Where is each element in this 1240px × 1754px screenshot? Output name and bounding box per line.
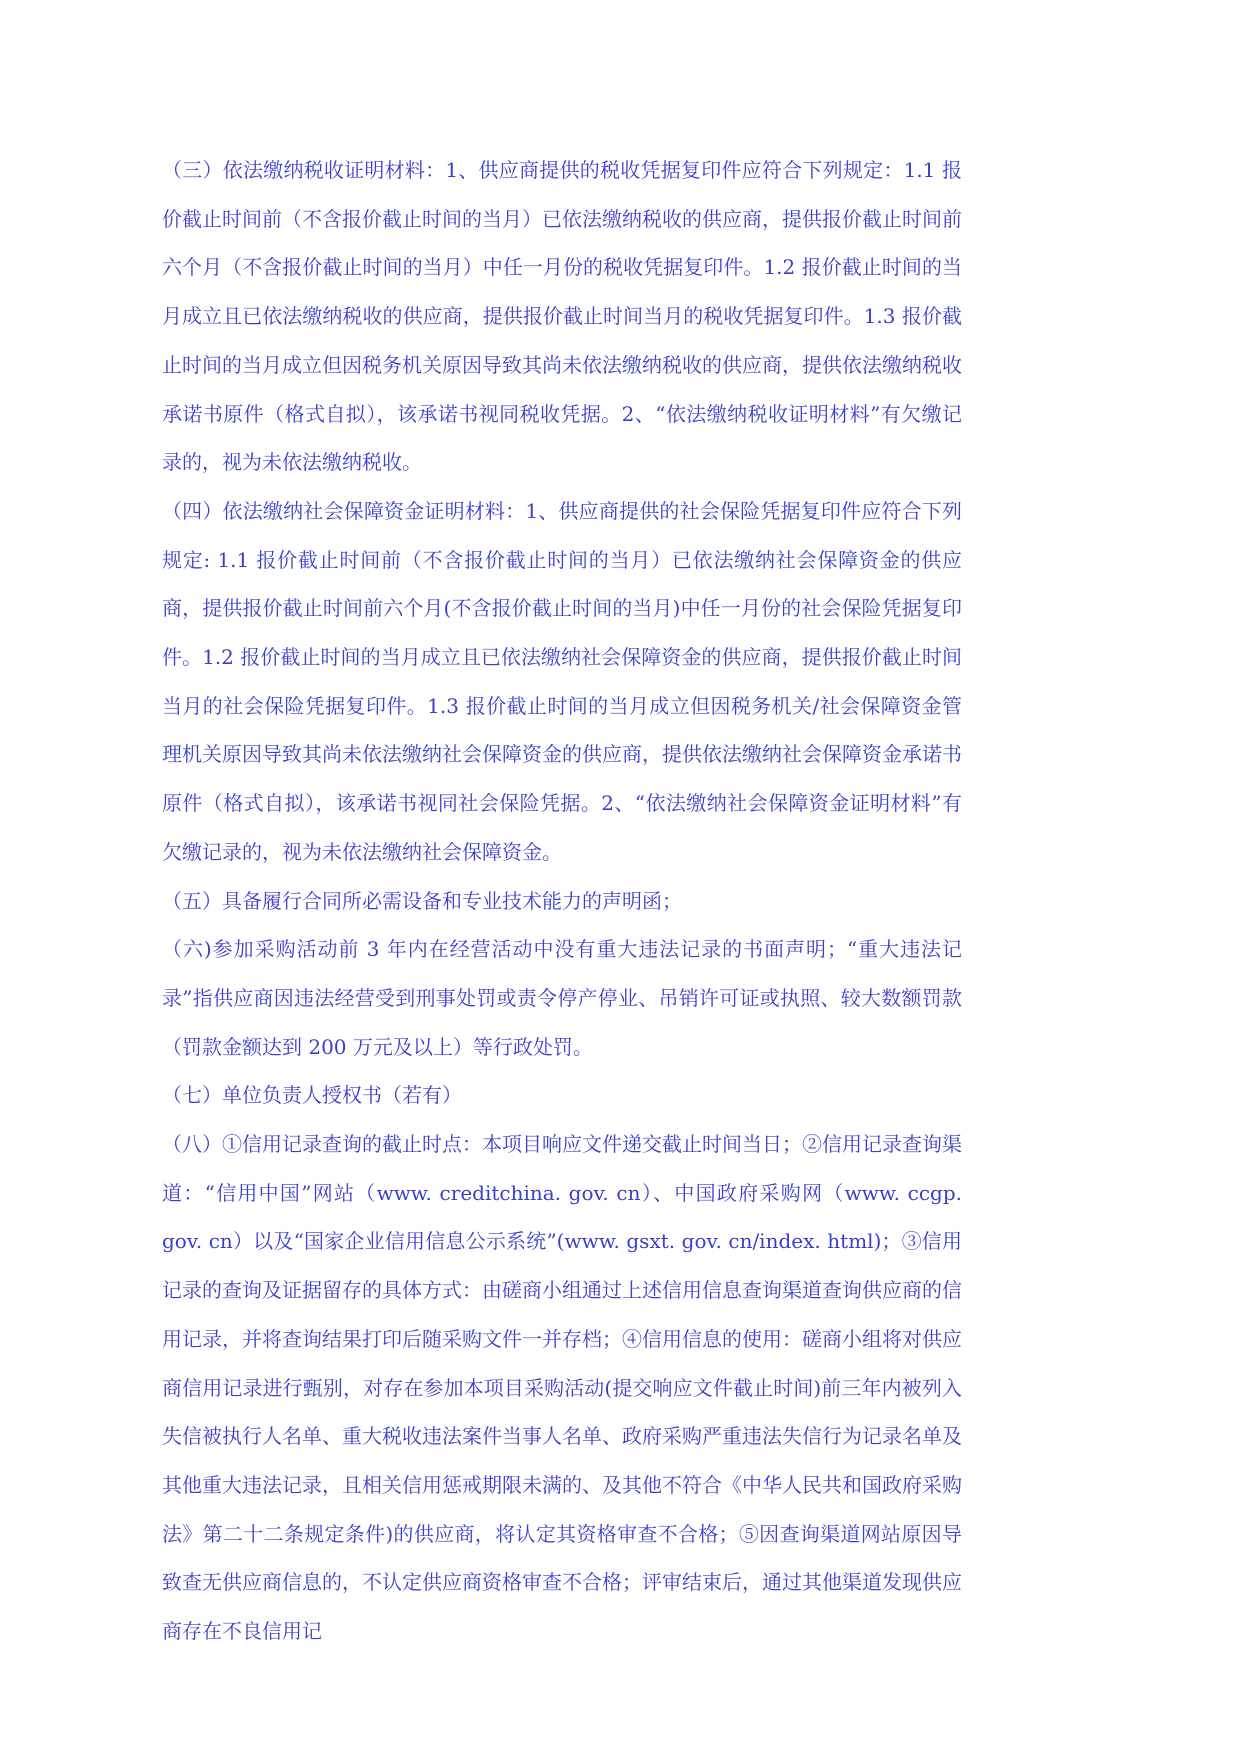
paragraph-item-3-tax-certificate: （三）依法缴纳税收证明材料：1、供应商提供的税收凭据复印件应符合下列规定：1.1 报价截止时间前（不含报价截止时间的当月）已依法缴纳税收的供应商，提供报价截止时间前六个月（不含报价截止时间的当月）中任一月份的税收凭据复印件。1.2 报价截止时间的当月成立且已依法缴纳税收的供应商，提供报价截止时间当月的税收凭据复印件。1.3 报价截止时间的当月成立但因税务机关原因导致其尚未依法缴纳税收的供应商，提供依法缴纳税收承诺书原件（格式自拟），该承诺书视同税收凭据。2、“依法缴纳税收证明材料”有欠缴记录的，视为未依法缴纳税收。 xyxy=(162,158,962,475)
paragraph-item-4-social-security-certificate: （四）依法缴纳社会保障资金证明材料：1、供应商提供的社会保险凭据复印件应符合下列规定: 1.1 报价截止时间前（不含报价截止时间的当月）已依法缴纳社会保障资金的供应商，提供报价截止时间前六个月(不含报价截止时间的当月)中任一月份的社会保险凭据复印件。1.2 报价截止时间的当月成立且已依法缴纳社会保障资金的供应商，提供报价截止时间当月的社会保险凭据复印件。1.3 报价截止时间的当月成立但因税务机关/社会保障资金管理机关原因导致其尚未依法缴纳社会保障资金的供应商，提供依法缴纳社会保障资金承诺书原件（格式自拟），该承诺书视同社会保险凭据。2、“依法缴纳社会保障资金证明材料”有欠缴记录的，视为未依法缴纳社会保障资金。 xyxy=(162,498,962,864)
paragraph-item-8-credit-record: （八）①信用记录查询的截止时点：本项目响应文件递交截止时间当日；②信用记录查询渠道：“信用中国”网站（www. creditchina. gov. cn）、中国政府采购网（www. ccgp. gov. cn）以及“国家企业信用信息公示系统”(www. gsxt. gov. cn/index. html)；③信用记录的查询及证据留存的具体方式：由磋商小组通过上述信用信息查询渠道查询供应商的信用记录，并将查询结果打印后随采购文件一并存档；④信用信息的使用：磋商小组将对供应商信用记录进行甄别，对存在参加本项目采购活动(提交响应文件截止时间)前三年内被列入失信被执行人名单、重大税收违法案件当事人名单、政府采购严重违法失信行为记录名单及其他重大违法记录，且相关信用惩戒期限未满的、及其他不符合《中华人民共和国政府采购法》第二十二条规定条件)的供应商，将认定其资格审查不合格；⑤因查询渠道网站原因导致查无供应商信息的，不认定供应商资格审查不合格；评审结束后，通过其他渠道发现供应商存在不良信用记 xyxy=(162,1132,962,1644)
paragraph-item-7-authorization-letter: （七）单位负责人授权书（若有） xyxy=(162,1083,462,1108)
paragraph-item-5-capability-statement: （五）具备履行合同所必需设备和专业技术能力的声明函； xyxy=(162,888,682,913)
document-text-block xyxy=(162,146,962,1656)
paragraph-item-6-no-major-violation-statement: （六)参加采购活动前 3 年内在经营活动中没有重大违法记录的书面声明；“重大违法记录”指供应商因违法经营受到刑事处罚或责令停产停业、吊销许可证或执照、较大数额罚款（罚款金额达到 200 万元及以上）等行政处罚。 xyxy=(162,937,962,1059)
